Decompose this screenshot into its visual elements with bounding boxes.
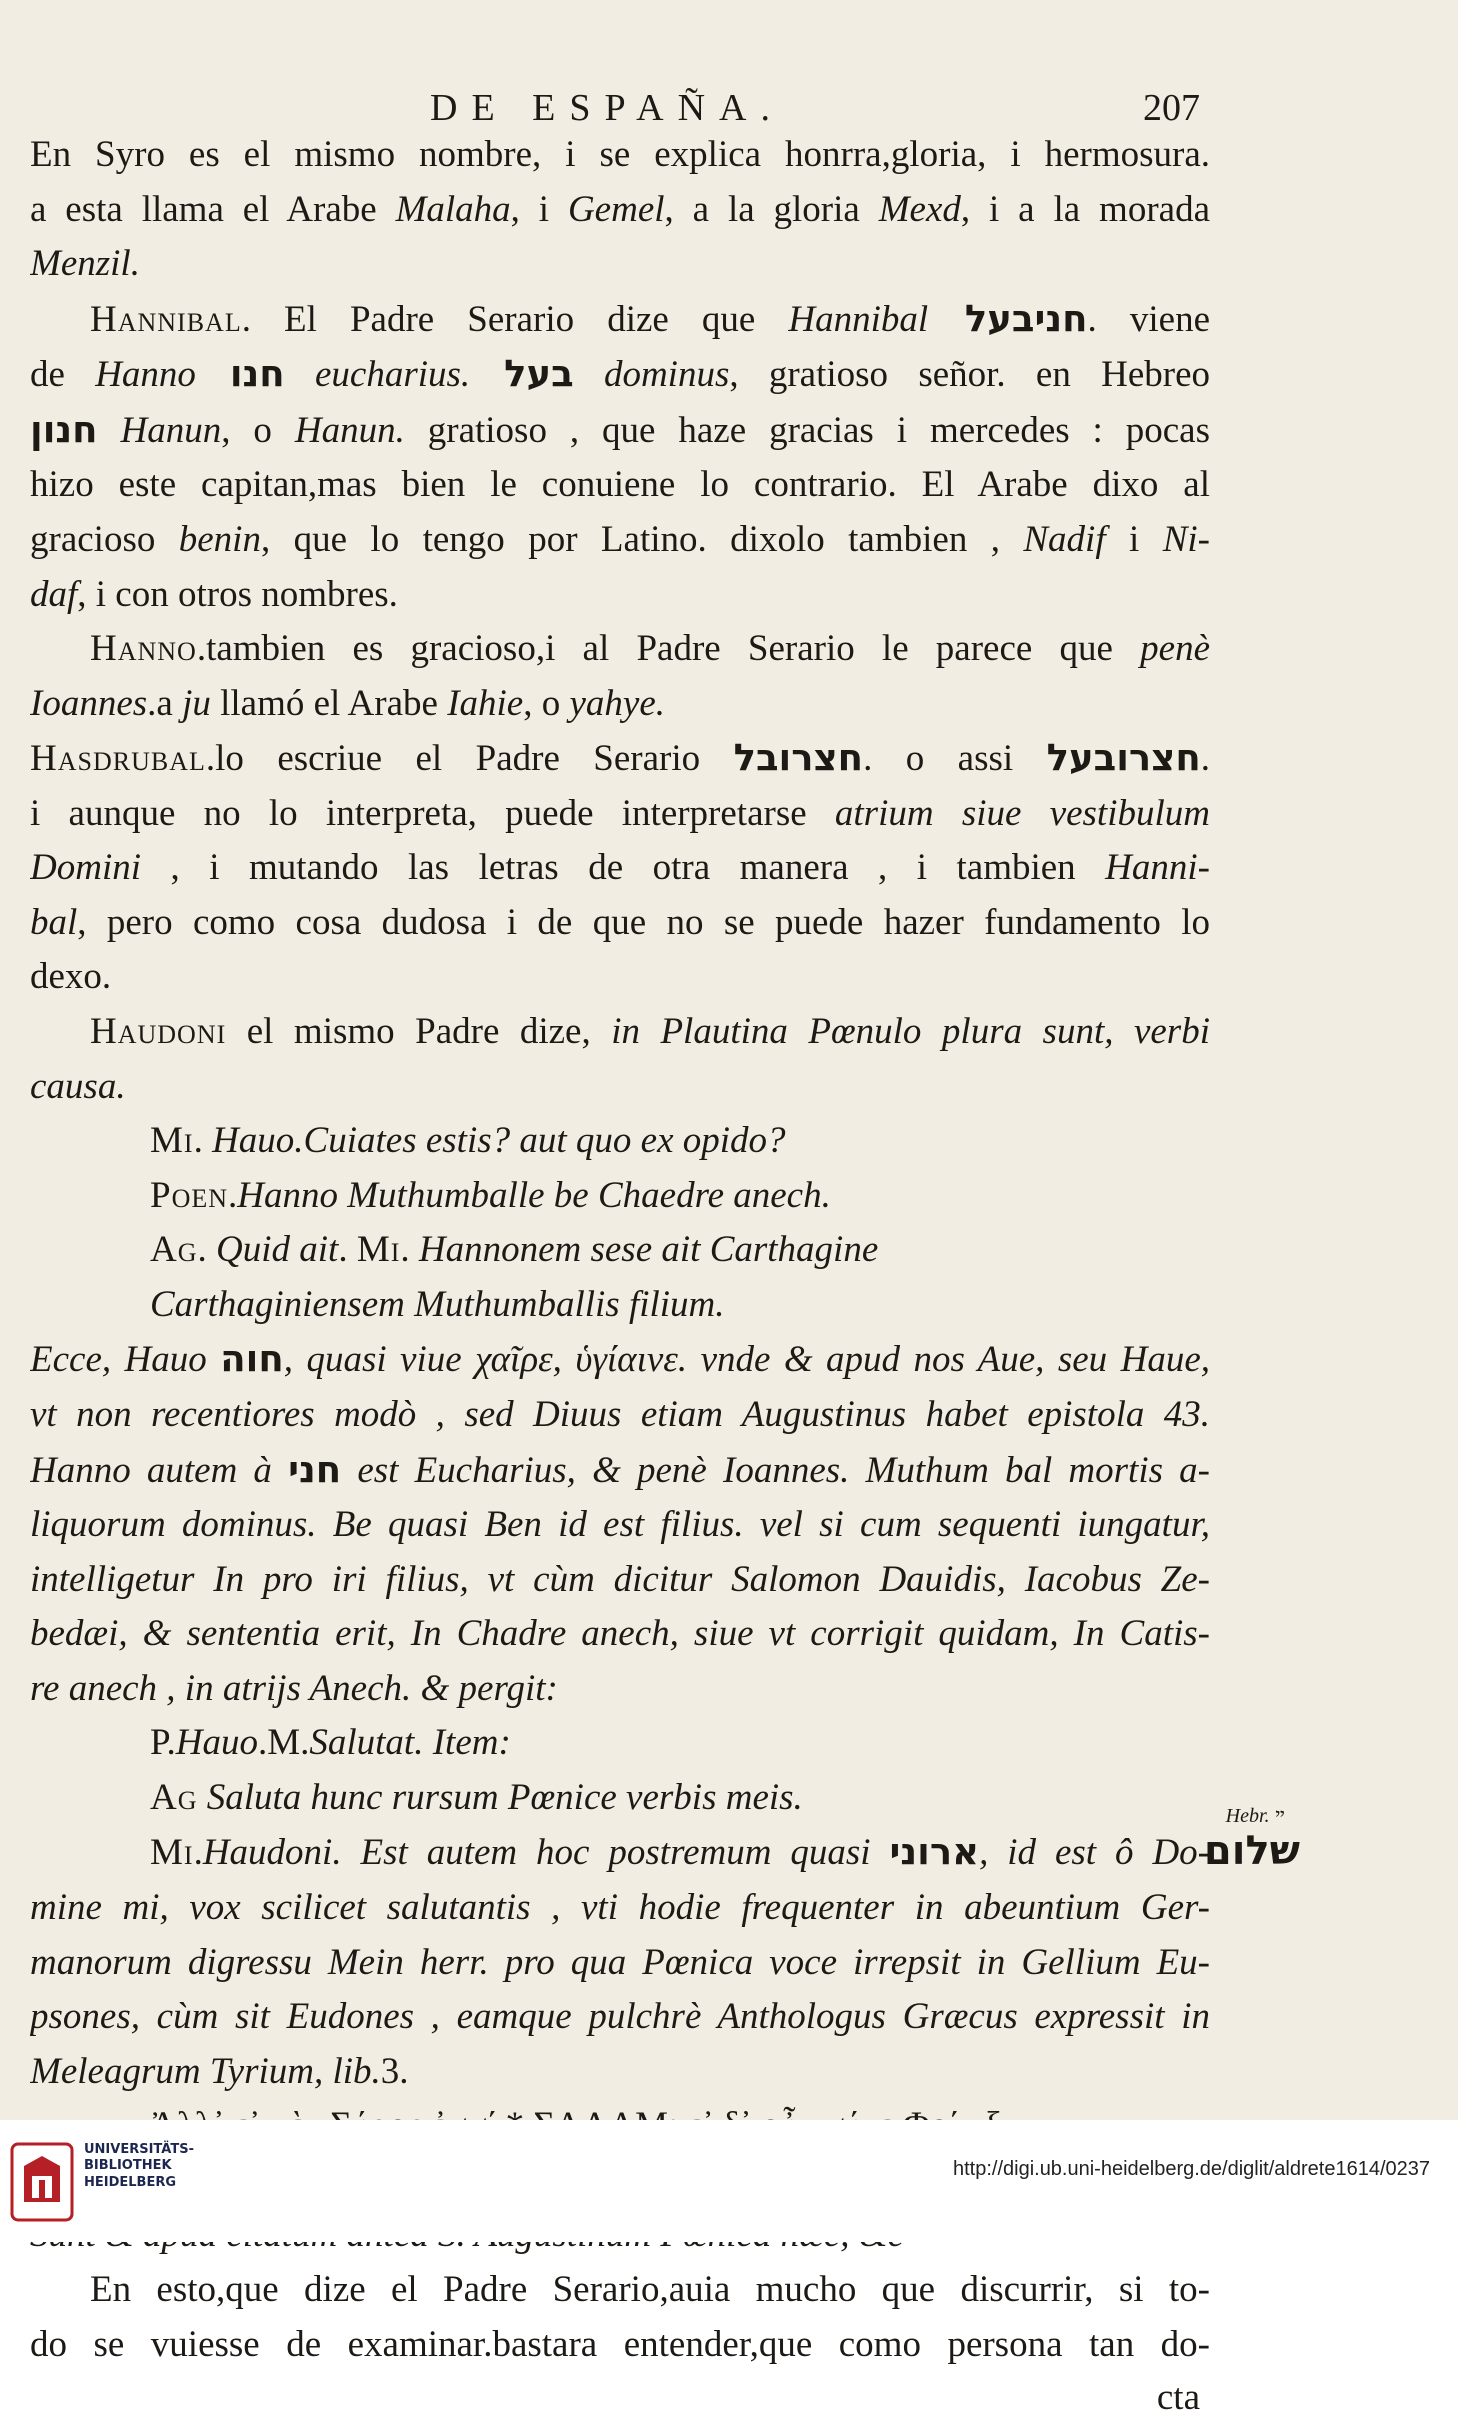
text-segment: .	[197, 1229, 216, 1271]
text-segment: Mi	[150, 1120, 194, 1162]
hebrew-word: חצרובעל	[1046, 736, 1201, 780]
hebrew-word: חוה	[220, 1337, 284, 1381]
text-segment: , gratioso señor. en Hebreo	[729, 354, 1210, 396]
text-segment: manorum digressu Mein herr. pro qua Pœnica voce irrepsit in Gellium Eu-	[30, 1941, 1210, 1983]
text-segment: , quasi viue χαῖρε, ὑγίαινε. vnde & apud nos Aue, seu Haue,	[283, 1339, 1210, 1381]
text-segment: , a la gloria	[664, 188, 879, 230]
text-line	[30, 1881, 1210, 1936]
text-segment: Haudoni	[90, 1011, 227, 1052]
university-seal-icon	[10, 2142, 74, 2222]
text-segment: Mexd	[878, 188, 961, 230]
text-segment: Nadif	[1023, 518, 1106, 560]
text-line	[30, 1060, 1210, 1115]
text-segment: , i a la morada	[960, 188, 1210, 230]
text-segment: Hanno	[95, 354, 196, 396]
text-segment: En esto,que dize el Padre Serario,auia mucho que discurrir, si to-	[90, 2268, 1210, 2310]
margin-note-label: Hebr. ײ	[1225, 1805, 1285, 1827]
library-name-line: BIBLIOTHEK	[84, 2158, 172, 2174]
text-line	[30, 1662, 1210, 1717]
text-segment: .	[193, 1832, 203, 1874]
text-line	[30, 1388, 1210, 1443]
text-line	[30, 896, 1210, 951]
text-segment: Haudoni. Est autem hoc postremum quasi	[202, 1832, 890, 1874]
text-segment: est Eucharius, & penè Ioannes. Muthum bal mortis a-	[341, 1449, 1210, 1491]
text-segment: .	[400, 1229, 419, 1271]
text-line	[30, 2318, 1210, 2373]
text-segment: mine mi, vox scilicet salutantis , vti hodie frequenter in abeuntium Ger-	[30, 1887, 1210, 1928]
text-line	[30, 1607, 1210, 1662]
text-line	[30, 1936, 1210, 1991]
text-line	[30, 347, 1210, 403]
page-number: 207	[1143, 87, 1200, 129]
hebrew-word: חניבעל	[928, 296, 1088, 340]
text-segment: , o	[221, 409, 295, 451]
text-line	[30, 1716, 1210, 1771]
text-segment: .lo escriue el Padre Serario	[205, 738, 734, 780]
text-segment: causa.	[30, 1065, 126, 1107]
text-segment: do se vuiesse de examinar.bastara entender,que como persona tan do-	[30, 2323, 1210, 2365]
margin-note	[1203, 1805, 1300, 1874]
text-segment: En Syro es el mismo nombre, i se explica honrra,gloria, i hermosura.	[30, 134, 1210, 175]
text-line	[30, 458, 1210, 513]
text-segment	[574, 354, 604, 395]
margin-note-hebrew: שלום	[1203, 1828, 1300, 1874]
text-segment: dominus	[603, 354, 730, 396]
text-segment: Hannibal	[90, 298, 242, 340]
text-segment: Hanun	[120, 409, 222, 451]
text-segment: , pero como cosa dudosa i de que no se puede hazer fundamento lo	[77, 901, 1210, 943]
text-line	[30, 1332, 1210, 1388]
text-line	[30, 2263, 1210, 2318]
text-segment: , id est ô Do-	[979, 1832, 1210, 1874]
text-line	[30, 568, 1210, 623]
hebrew-word: חנון	[30, 407, 98, 451]
text-segment: Ag	[150, 1776, 198, 1818]
text-segment: .	[193, 1120, 213, 1162]
text-segment: i	[1105, 518, 1163, 560]
text-segment: Ioannes	[30, 682, 148, 724]
text-segment: liquorum dominus. Be quasi Ben id est filius. vel si cum sequenti iungatur,	[30, 1504, 1210, 1546]
text-line	[30, 1825, 1210, 1881]
text-line	[30, 183, 1210, 238]
text-segment: Malaha	[395, 188, 511, 230]
text-segment: gratioso , que haze gracias i mercedes : pocas	[404, 409, 1210, 451]
text-segment: .tambien es gracioso,i al Padre Serario le parece que	[196, 628, 1141, 670]
text-segment: Salutat. Item:	[309, 1722, 511, 1764]
text-segment: bedæi, & sententia erit, In Chadre anech, siue vt corrigit quidam, In Catis-	[30, 1613, 1210, 1655]
text-segment: .	[338, 1229, 357, 1271]
text-segment: hizo este capitan,mas bien le conuiene lo contrario. El Arabe dixo al	[30, 464, 1210, 506]
text-segment	[198, 1777, 207, 1818]
running-head	[30, 80, 1210, 128]
text-line	[30, 1278, 1210, 1333]
text-line	[30, 2045, 1210, 2100]
text-segment: . viene	[1087, 298, 1210, 340]
text-segment: Carthaginiensem Muthumballis filium.	[150, 1283, 725, 1325]
text-line	[30, 1443, 1210, 1499]
text-segment: Hannonem sese ait Carthagine	[418, 1229, 879, 1271]
text-segment: Mi	[150, 1832, 194, 1874]
text-segment: .	[228, 1174, 238, 1216]
hebrew-word: חצרובל	[733, 736, 864, 780]
text-segment: daf	[30, 573, 78, 615]
text-segment: in Plautina Pœnulo plura sunt, verbi	[611, 1011, 1210, 1052]
body-lines	[30, 128, 1210, 2372]
text-segment: atrium siue vestibulum	[834, 792, 1210, 834]
library-name-line: UNIVERSITÄTS-	[84, 2142, 194, 2157]
text-segment: , o	[523, 682, 570, 724]
text-block	[30, 80, 1210, 2424]
text-segment: Hauo.Cuiates estis? aut quo ex opido?	[212, 1120, 786, 1162]
text-line	[30, 1223, 1210, 1278]
permalink-url[interactable]: http://digi.ub.uni-heidelberg.de/diglit/aldrete1614/0237	[952, 2158, 1430, 2180]
text-line	[30, 950, 1210, 1005]
text-segment: re anech , in atrijs Anech. & pergit:	[30, 1667, 558, 1709]
text-segment: Menzil.	[30, 243, 140, 285]
text-segment: Mi	[356, 1229, 401, 1271]
text-line	[30, 1005, 1210, 1060]
text-segment: Saluta hunc rursum Pœnice verbis meis.	[206, 1776, 803, 1818]
text-segment: Ecce, Hauo	[30, 1339, 221, 1381]
text-segment: Hanno Muthumballe be Chaedre anech.	[237, 1174, 831, 1216]
text-segment: bal	[30, 901, 78, 943]
text-segment: de	[30, 354, 96, 396]
text-segment: Quid ait	[216, 1229, 339, 1271]
text-segment: Hasdrubal	[30, 738, 206, 780]
hebrew-word: ארוני	[889, 1830, 980, 1874]
text-segment: . o assi	[863, 738, 1047, 780]
hebrew-word: חני	[288, 1447, 342, 1491]
text-line	[30, 1771, 1210, 1826]
text-line	[30, 1553, 1210, 1608]
text-segment: .a	[147, 682, 183, 724]
running-title: DE ESPAÑA.	[430, 87, 784, 129]
text-segment: Hanni-	[1105, 847, 1210, 889]
text-segment: a esta llama el Arabe	[30, 188, 396, 230]
text-segment: Domini	[30, 847, 141, 889]
text-segment: benin	[178, 518, 261, 560]
text-line	[30, 787, 1210, 842]
text-segment: .	[1200, 738, 1210, 780]
text-segment: llamó el Arabe	[210, 682, 448, 724]
text-line	[30, 513, 1210, 568]
text-segment: , que lo tengo por Latino. dixolo tambien ,	[260, 518, 1024, 560]
text-line	[30, 1990, 1210, 2045]
hebrew-word: חנו	[195, 352, 285, 396]
text-segment: Gemel	[567, 188, 665, 230]
text-segment: dexo.	[30, 956, 112, 998]
text-segment: Hannibal	[788, 298, 929, 340]
text-segment: . El Padre Serario dize que	[241, 298, 789, 340]
catchword: cta	[1156, 2377, 1200, 2419]
text-line	[30, 1169, 1210, 1224]
text-segment: , i	[510, 188, 568, 230]
text-segment: Ag	[150, 1229, 198, 1271]
text-segment: el mismo Padre dize,	[226, 1011, 612, 1052]
hebrew-word: בעל	[470, 352, 574, 396]
text-segment: , i mutando las letras de otra manera , i tambien	[141, 847, 1106, 889]
text-segment: Iahie	[447, 682, 524, 724]
text-segment: psones, cùm sit Eudones , eamque pulchrè Anthologus Græcus expressit in	[30, 1996, 1210, 2038]
text-segment	[98, 410, 121, 451]
text-segment: .M.	[257, 1722, 310, 1764]
text-line	[30, 1114, 1210, 1169]
text-line	[30, 292, 1210, 348]
text-line	[30, 622, 1210, 677]
text-segment: Hauo	[175, 1722, 258, 1764]
text-segment	[285, 354, 315, 395]
text-line	[30, 128, 1210, 183]
text-line	[30, 841, 1210, 896]
text-segment: P.	[150, 1722, 176, 1764]
text-segment: i aunque no lo interpreta, puede interpretarse	[30, 792, 835, 834]
text-line	[30, 237, 1210, 292]
library-name-line: HEIDELBERG	[84, 2174, 177, 2190]
text-line	[30, 731, 1210, 787]
text-segment: , i con otros nombres.	[77, 573, 398, 615]
text-segment: yahye.	[569, 682, 665, 724]
library-name	[84, 2142, 194, 2191]
text-segment: intelligetur In pro iri filius, vt cùm dicitur Salomon Dauidis, Iacobus Ze-	[30, 1558, 1210, 1600]
text-segment: Poen	[150, 1174, 229, 1216]
text-line	[30, 677, 1210, 732]
text-line	[30, 403, 1210, 459]
footer-bar	[0, 2120, 1458, 2242]
text-segment: Ni-	[1162, 518, 1210, 560]
text-segment: gracioso	[30, 518, 179, 560]
text-segment: eucharius.	[314, 354, 471, 396]
text-segment: penè	[1140, 628, 1210, 670]
text-segment: 3.	[380, 2050, 409, 2092]
text-segment: Hanno autem à	[30, 1449, 289, 1491]
text-segment: vt non recentiores modò , sed Diuus etiam Augustinus habet epistola 43.	[30, 1393, 1210, 1435]
text-segment: Hanun.	[294, 409, 405, 451]
text-segment: Meleagrum Tyrium, lib.	[30, 2050, 381, 2092]
text-segment: Hanno	[90, 628, 197, 670]
text-line	[30, 1498, 1210, 1553]
text-segment: ju	[182, 682, 211, 724]
